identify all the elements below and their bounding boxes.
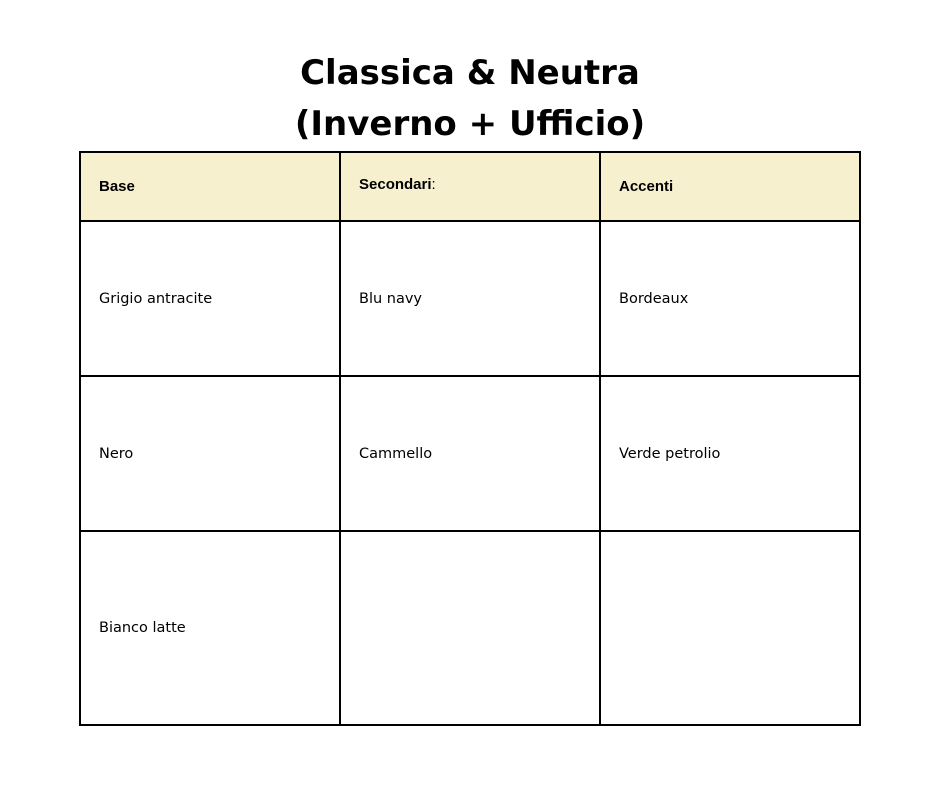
table-row — [80, 531, 860, 725]
page-title — [0, 48, 940, 150]
table-body — [80, 221, 860, 725]
cell-base: Nero — [80, 376, 340, 531]
page-title-line-1: Classica & Neutra — [300, 53, 640, 93]
color-palette-table — [79, 151, 861, 726]
table-row — [80, 221, 860, 376]
cell-secondari — [340, 531, 600, 725]
cell-accenti: Bordeaux — [600, 221, 860, 376]
table-header — [80, 152, 860, 221]
header-label-secondari-colon: : — [431, 176, 436, 193]
header-label-base: Base — [99, 178, 135, 195]
cell-secondari: Cammello — [340, 376, 600, 531]
cell-base: Bianco latte — [80, 531, 340, 725]
table-row — [80, 376, 860, 531]
header-label-secondari: Secondari — [359, 176, 432, 193]
header-cell-secondari — [340, 152, 600, 221]
page-title-line-2: (Inverno + Ufficio) — [294, 104, 646, 144]
cell-secondari: Blu navy — [340, 221, 600, 376]
table-header-row — [80, 152, 860, 221]
cell-accenti: Verde petrolio — [600, 376, 860, 531]
cell-accenti — [600, 531, 860, 725]
header-cell-accenti — [600, 152, 860, 221]
header-label-accenti: Accenti — [619, 178, 674, 195]
header-label-secondari-wrap — [359, 176, 436, 193]
cell-base: Grigio antracite — [80, 221, 340, 376]
header-cell-base — [80, 152, 340, 221]
